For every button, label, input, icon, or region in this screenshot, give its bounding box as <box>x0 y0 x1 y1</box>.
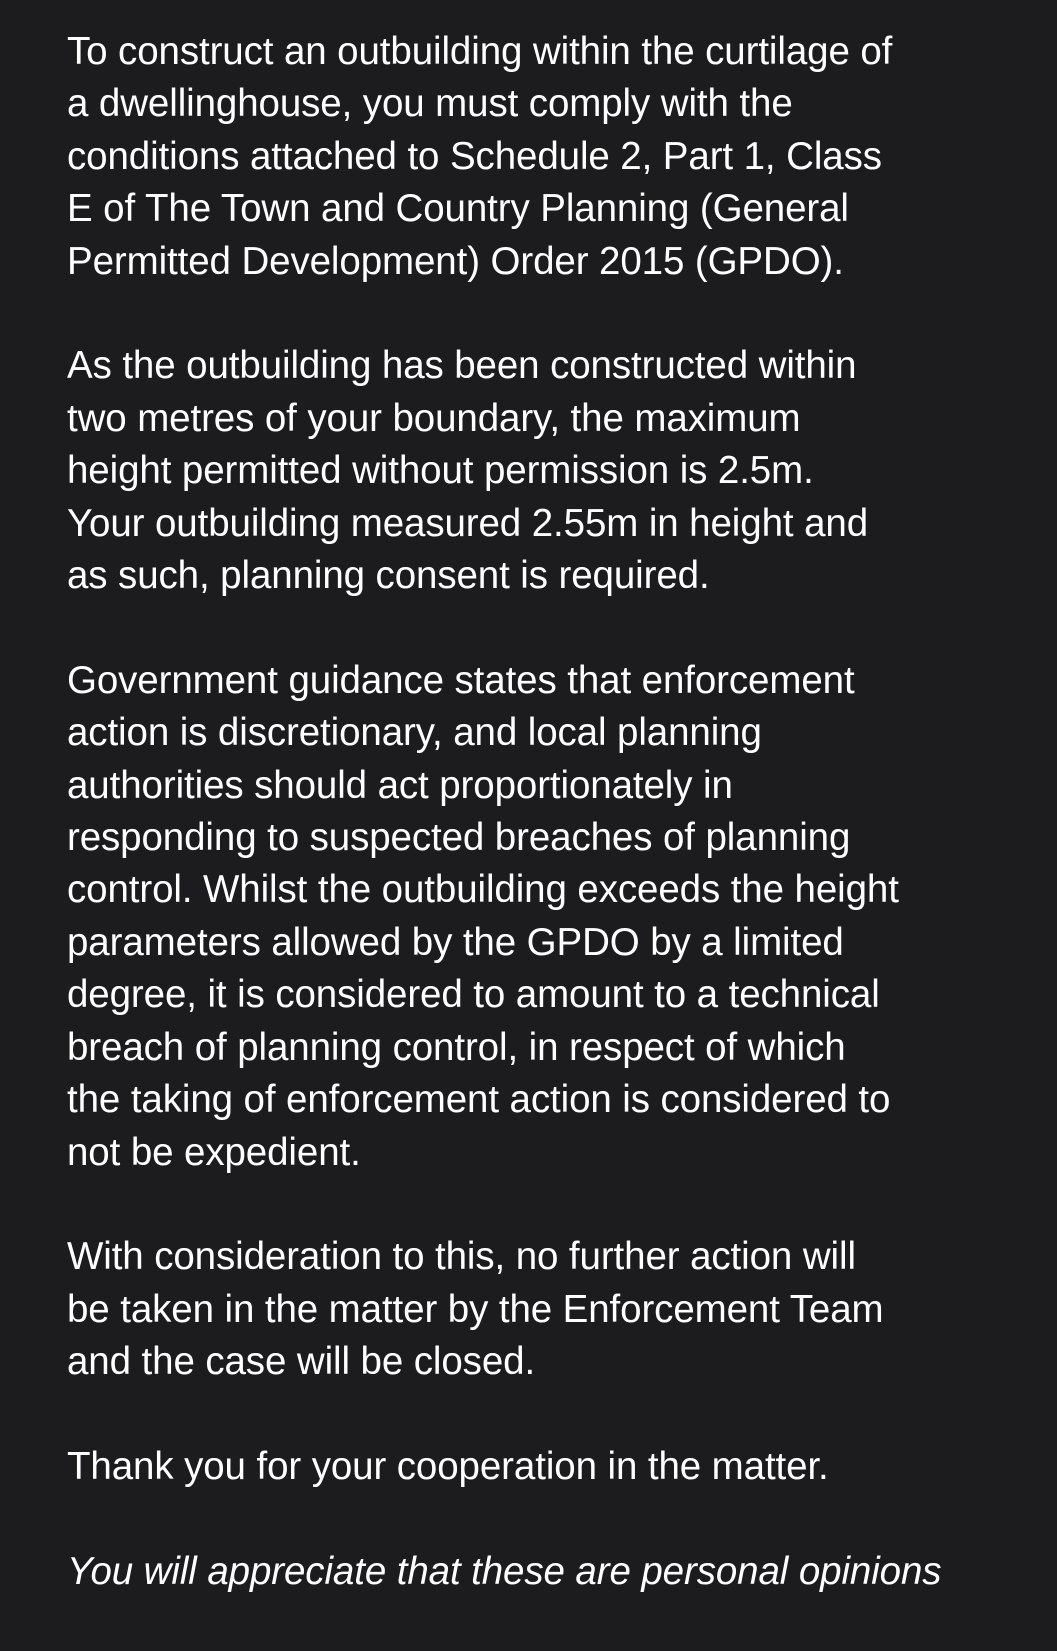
text-line: and the case will be closed. <box>67 1340 536 1384</box>
text-line: Thank you for your cooperation in the matter. <box>67 1444 829 1488</box>
text-line: Government guidance states that enforcement <box>67 658 855 702</box>
text-line: parameters allowed by the GPDO by a limited <box>67 920 844 964</box>
text-line: Permitted Development) Order 2015 (GPDO). <box>67 239 844 283</box>
text-line: With consideration to this, no further action will <box>67 1235 856 1279</box>
text-line: height permitted without permission is 2.5m. <box>67 449 814 493</box>
text-line: control. Whilst the outbuilding exceeds the height <box>67 868 899 912</box>
text-line: To construct an outbuilding within the curtilage of <box>67 30 893 73</box>
text-line: You will appreciate that these are personal opinions <box>67 1549 942 1593</box>
paragraph-gpdo-conditions <box>67 26 1047 288</box>
text-line: Your outbuilding measured 2.55m in height and <box>67 501 869 545</box>
text-line: as such, planning consent is required. <box>67 554 710 598</box>
text-line: conditions attached to Schedule 2, Part 1, Class <box>67 134 882 178</box>
text-line: As the outbuilding has been constructed within <box>67 344 857 388</box>
paragraph-height-breach <box>67 340 1047 602</box>
text-line: be taken in the matter by the Enforcement Team <box>67 1287 884 1331</box>
paragraph-disclaimer <box>67 1546 1047 1598</box>
paragraph-case-closed <box>67 1231 1047 1388</box>
paragraph-government-guidance <box>67 655 1047 1179</box>
text-line: the taking of enforcement action is considered to <box>67 1078 891 1122</box>
document-body <box>67 26 1047 1651</box>
text-line: two metres of your boundary, the maximum <box>67 396 801 440</box>
text-line: authorities should act proportionately in <box>67 763 733 807</box>
text-line: E of The Town and Country Planning (General <box>67 187 849 231</box>
text-line: a dwellinghouse, you must comply with the <box>67 82 793 126</box>
text-line: not be expedient. <box>67 1130 361 1174</box>
text-line: breach of planning control, in respect of which <box>67 1025 846 1069</box>
text-line: degree, it is considered to amount to a technical <box>67 973 880 1017</box>
text-line: responding to suspected breaches of planning <box>67 816 851 860</box>
paragraph-thank-you <box>67 1441 1047 1493</box>
text-line: action is discretionary, and local planning <box>67 711 762 755</box>
